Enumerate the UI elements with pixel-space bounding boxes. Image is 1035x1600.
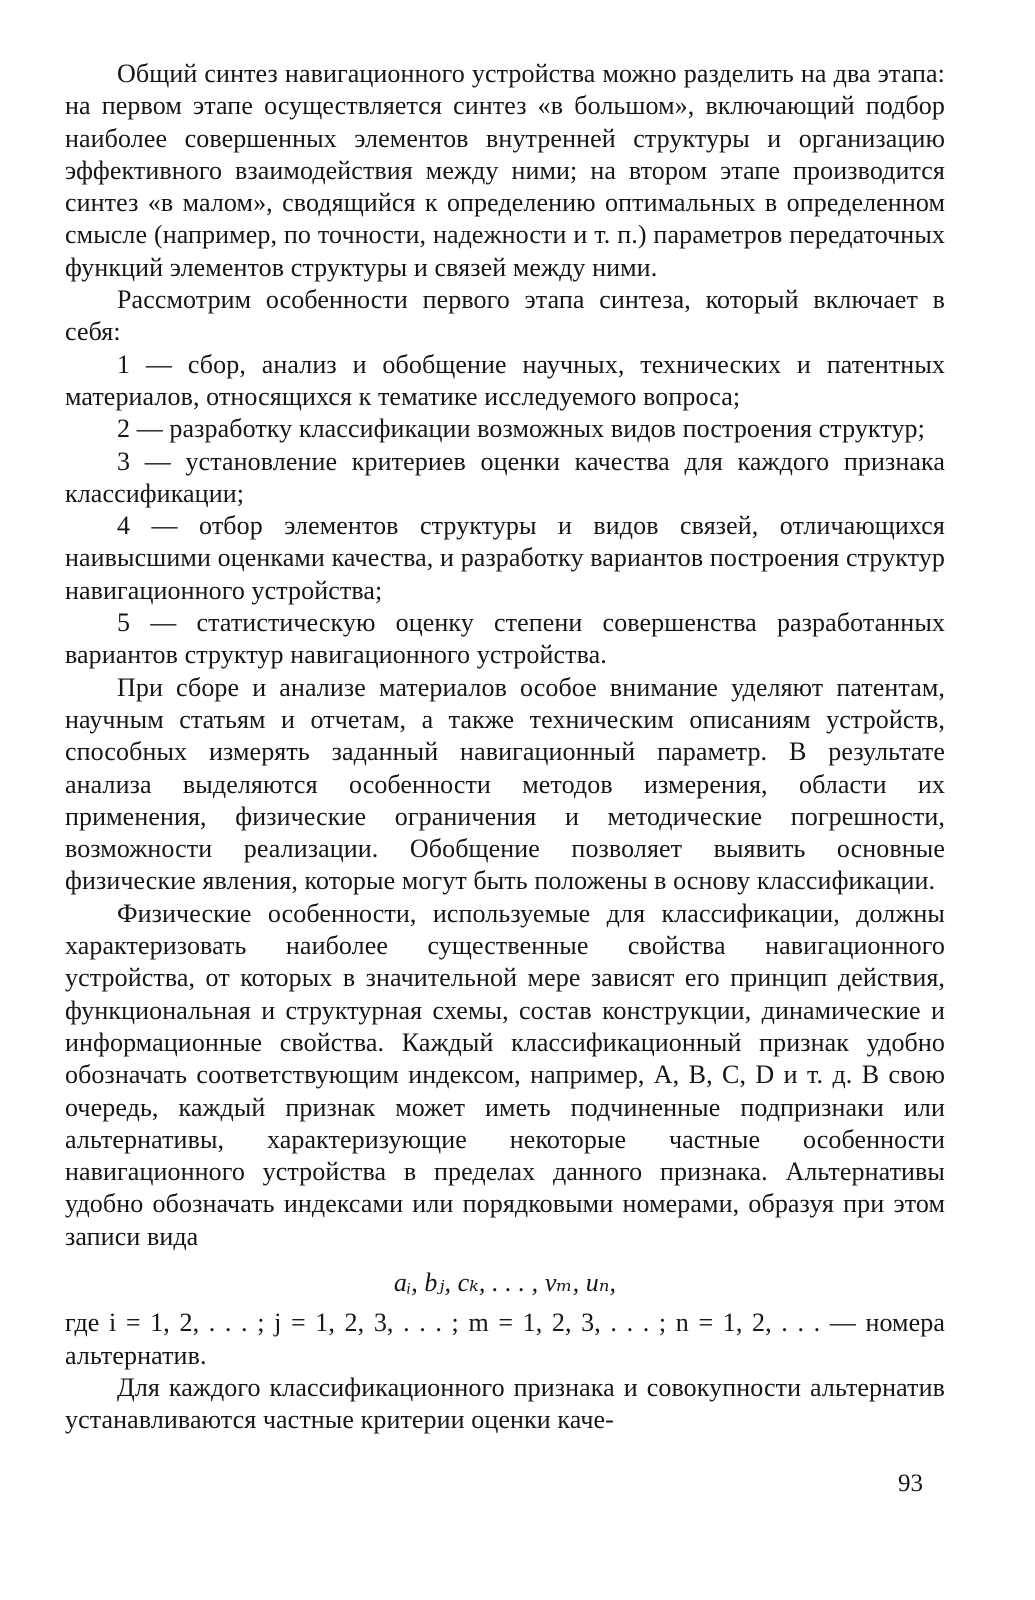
page-number: 93 [898,1470,923,1497]
list-item-4: 4 — отбор элементов структуры и видов связей, отличающихся наивысшими оценками качества, и разработку вариантов построения структур навигационного устройства; [65,511,945,605]
paragraph-physical-features: Физические особенности, используемые для классификации, должны характеризовать наиболее существенные свойства навигационного устройства, от которых в значительной мере зависят его принцип действия, функциональная и структурная схемы, состав конструкции, динамические и информационные свойства. Каждый классификационный признак удобно обозначать соответствующим индексом, например, A, B, C, D и т. д. В свою очередь, каждый признак может иметь подчиненные подпризнаки или альтернативы, характеризующие некоторые частные особенности навигационного устройства в пределах данного признака. Альтернативы удобно обозначать индексами или порядковыми номерами, образуя при этом записи вида [65,898,945,1251]
paragraph-criteria: Для каждого классификационного признака и совокупности альтернатив устанавливаются частные критерии оценки каче- [65,1372,945,1435]
paragraph-materials-analysis: При сборе и анализе материалов особое внимание уделяют патентам, научным статьям и отчетам, а также техническим описаниям устройств, способных измерять заданный навигационный параметр. В результате анализа выделяются особенности методов измерения, области их применения, физические ограничения и методические погрешности, возможности реализации. Обобщение позволяет выявить основные физические явления, которые могут быть положены в основу классификации. [65,672,945,896]
formula-alternatives: aᵢ, bⱼ, cₖ, . . . , vₘ, uₙ, [393,1267,617,1297]
list-item-2: 2 — разработку классификации возможных видов построения структур; [117,414,925,444]
paragraph-synthesis-stages: Общий синтез навигационного устройства можно разделить на два этапа: на первом этапе осуществляется синтез «в большом», включающий подбор наиболее совершенных элементов внутренней структуры и организацию эффективного взаимодействия между ними; на втором этапе производится синтез «в малом», сводящийся к определению оптимальных в определенном смысле (например, по точности, надежности и т. п.) параметров передаточных функций элементов структуры и связей между ними. [65,59,945,282]
formula-explanation: где i = 1, 2, . . . ; j = 1, 2, 3, . . . ; m = 1, 2, 3, . . . ; n = 1, 2, . . . — номера альтернатив. [65,1308,945,1370]
list-item-1: 1 — сбор, анализ и обобщение научных, технических и патентных материалов, относящихся к тематике исследуемого вопроса; [65,349,945,411]
page-text [65,58,945,1436]
list-item-5: 5 — статистическую оценку степени совершенства разработанных вариантов структур навигационного устройства. [65,608,945,670]
list-item-3: 3 — установление критериев оценки качества для каждого признака классификации; [65,446,945,508]
paragraph-first-stage-intro: Рассмотрим особенности первого этапа синтеза, который включает в себя: [65,285,945,347]
